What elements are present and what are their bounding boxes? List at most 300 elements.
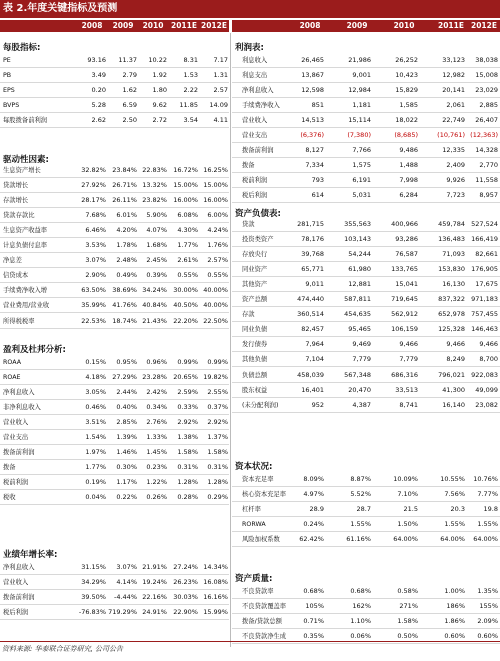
- cell-value: 1.28%: [177, 478, 198, 487]
- row-label: 风险加权系数: [242, 536, 280, 544]
- cell-value: 9,486: [399, 146, 418, 155]
- cell-value: 22.20%: [173, 316, 198, 325]
- cell-value: 33,513: [395, 385, 418, 394]
- left-section-title: 每股指标:: [3, 43, 41, 53]
- row-label: 税前利润: [242, 177, 268, 185]
- cell-value: 41.76%: [112, 301, 137, 310]
- right-year-0: 2008: [299, 21, 321, 30]
- cell-value: 0.58%: [397, 587, 418, 595]
- row-label: 贷款: [242, 221, 255, 228]
- cell-value: 2.59%: [177, 388, 198, 397]
- row-label: ROAA: [3, 359, 22, 366]
- cell-value: 12,984: [348, 86, 371, 95]
- cell-value: 2.79: [122, 71, 137, 80]
- cell-value: 71,093: [442, 250, 465, 259]
- row-label: 手续费净收入: [242, 102, 280, 110]
- right-year-2: 2010: [393, 21, 415, 30]
- cell-value: 3.53%: [85, 241, 106, 250]
- table-row: [0, 560, 229, 575]
- cell-value: 33,123: [442, 56, 465, 64]
- cell-value: 1.55%: [477, 520, 498, 529]
- cell-value: 1.22%: [146, 478, 167, 487]
- cell-value: 2,770: [479, 161, 498, 170]
- cell-value: 1,575: [352, 161, 371, 170]
- row-label: 生息资产收益率: [3, 227, 48, 235]
- cell-value: 7,964: [305, 340, 324, 349]
- source-note: 资料来源: 华泰联合证券研究, 公司公告: [2, 645, 124, 653]
- table-row: [0, 238, 229, 253]
- row-label: 杠杆率: [242, 506, 261, 514]
- cell-value: 1.62: [122, 86, 137, 95]
- cell-value: 652,978: [438, 310, 465, 319]
- cell-value: 719,645: [391, 295, 418, 304]
- row-label: 生息资产增长: [3, 167, 41, 174]
- cell-value: 2.90%: [85, 271, 106, 280]
- cell-value: 9,001: [352, 71, 371, 80]
- left-year-1: 2009: [112, 21, 134, 30]
- cell-value: 2,061: [446, 101, 465, 110]
- cell-value: 1.38%: [177, 433, 198, 442]
- cell-value: 9,469: [352, 340, 371, 349]
- cell-value: 271%: [399, 602, 418, 611]
- row-label: 核心资本充足率: [242, 491, 287, 499]
- cell-value: 10.09%: [393, 475, 418, 483]
- cell-value: 4.07%: [146, 226, 167, 235]
- cell-value: 16.72%: [173, 166, 198, 174]
- cell-value: 153,830: [438, 265, 465, 274]
- cell-value: 8,741: [399, 400, 418, 409]
- cell-value: 9,466: [399, 340, 418, 349]
- cell-value: 40.84%: [142, 301, 167, 310]
- cell-value: 1.92: [152, 71, 167, 80]
- cell-value: 793: [311, 176, 324, 185]
- table-row: [0, 490, 229, 505]
- cell-value: 22.83%: [142, 166, 167, 174]
- cell-value: 2.92%: [207, 418, 228, 427]
- cell-value: 10.55%: [440, 475, 465, 483]
- cell-value: -4.44%: [114, 593, 137, 602]
- cell-value: 49,099: [475, 385, 498, 394]
- cell-value: 2.76%: [146, 418, 167, 427]
- row-label: RORWA: [242, 521, 266, 529]
- left-section-title: 驱动性因素:: [3, 155, 49, 165]
- cell-value: 20,470: [348, 385, 371, 394]
- cell-value: 1.31: [213, 71, 228, 80]
- cell-value: 61,980: [348, 265, 371, 274]
- cell-value: 0.06%: [350, 632, 371, 641]
- cell-value: 18,022: [395, 116, 418, 125]
- cell-value: 15,829: [395, 86, 418, 95]
- cell-value: 16.00%: [173, 196, 198, 205]
- cell-value: 1.80: [152, 86, 167, 95]
- table-row: [232, 232, 500, 247]
- left-year-header: [0, 20, 229, 32]
- cell-value: 1.77%: [85, 463, 106, 472]
- cell-value: 2.92%: [177, 418, 198, 427]
- table-row: [0, 193, 229, 208]
- cell-value: 26.23%: [173, 578, 198, 587]
- cell-value: 1,585: [399, 101, 418, 110]
- cell-value: 5,031: [352, 191, 371, 200]
- left-section-title: 业绩年增长率:: [3, 550, 58, 560]
- table-row: [232, 262, 500, 277]
- cell-value: 16,140: [442, 400, 465, 409]
- cell-value: 6.59: [122, 101, 137, 110]
- cell-value: 0.99%: [177, 358, 198, 366]
- row-label: 拨备: [3, 464, 16, 472]
- row-label: 计息负债付息率: [3, 242, 48, 250]
- cell-value: 0.95%: [116, 358, 137, 366]
- table-row: [0, 400, 229, 415]
- cell-value: 28.7: [356, 505, 371, 514]
- cell-value: 796,021: [438, 370, 465, 379]
- cell-value: 3.49: [91, 71, 106, 80]
- table-row: [232, 98, 500, 113]
- right-section-title: 利润表:: [235, 43, 264, 53]
- row-label: 营业支出: [3, 434, 29, 442]
- cell-value: 13,867: [301, 71, 324, 80]
- right-year-3: 2011E: [438, 21, 464, 30]
- row-label: 净利息收入: [3, 389, 35, 397]
- cell-value: 5.52%: [350, 490, 371, 499]
- cell-value: 22.53%: [81, 316, 106, 325]
- cell-value: 4.30%: [177, 226, 198, 235]
- table-row: [232, 502, 500, 517]
- cell-value: 8.09%: [303, 475, 324, 483]
- cell-value: 614: [311, 191, 324, 200]
- table-row: [0, 590, 229, 605]
- cell-value: 133,765: [391, 265, 418, 274]
- cell-value: 16.16%: [203, 593, 228, 602]
- cell-value: 40.00%: [203, 301, 228, 310]
- cell-value: 34.29%: [81, 578, 106, 587]
- row-label: 净利息收入: [242, 87, 274, 95]
- cell-value: 4.14%: [116, 578, 137, 587]
- cell-value: 2.42%: [146, 388, 167, 397]
- cell-value: 1.54%: [85, 433, 106, 442]
- cell-value: 12,598: [301, 86, 324, 95]
- row-label: 资本充足率: [242, 476, 274, 483]
- cell-value: 39,768: [301, 250, 324, 259]
- cell-value: 0.04%: [85, 493, 106, 502]
- cell-value: 2.09%: [477, 617, 498, 626]
- cell-value: 7,334: [305, 161, 324, 170]
- row-label: 同业资产: [242, 266, 268, 274]
- cell-value: 1.45%: [146, 448, 167, 457]
- row-label: 贷款增长: [3, 182, 29, 190]
- cell-value: 458,039: [297, 370, 324, 379]
- cell-value: 0.26%: [146, 493, 167, 502]
- cell-value: 0.31%: [177, 463, 198, 472]
- right-year-1: 2009: [346, 21, 368, 30]
- row-label: 所得税税率: [3, 317, 35, 325]
- table-row: [0, 283, 229, 298]
- cell-value: 0.50%: [397, 632, 418, 641]
- table-row: [232, 158, 500, 173]
- cell-value: 6.46%: [85, 226, 106, 235]
- cell-value: 0.71%: [303, 617, 324, 626]
- cell-value: 0.46%: [85, 403, 106, 412]
- cell-value: 22.90%: [173, 608, 198, 617]
- cell-value: 176,905: [471, 265, 498, 274]
- cell-value: 9,466: [479, 340, 498, 349]
- table-row: [0, 53, 229, 68]
- cell-value: 11,558: [475, 176, 498, 185]
- cell-value: 0.37%: [207, 403, 228, 412]
- cell-value: 16.00%: [203, 196, 228, 205]
- cell-value: 32.82%: [81, 166, 106, 174]
- row-label: 税收: [3, 494, 16, 502]
- cell-value: 136,483: [438, 235, 465, 244]
- cell-value: 12,881: [348, 280, 371, 289]
- cell-value: 8.87%: [350, 475, 371, 483]
- cell-value: 355,563: [344, 220, 371, 228]
- cell-value: 8,700: [479, 355, 498, 364]
- table-row: [232, 83, 500, 98]
- cell-value: 22.16%: [142, 593, 167, 602]
- cell-value: 8,957: [479, 191, 498, 200]
- table-row: [232, 188, 500, 203]
- cell-value: 155%: [479, 602, 498, 611]
- cell-value: 1.58%: [207, 448, 228, 457]
- table-row: [232, 68, 500, 83]
- cell-value: 1.37%: [207, 433, 228, 442]
- cell-value: 2,885: [479, 101, 498, 110]
- table-row: [0, 430, 229, 445]
- cell-value: 5.90%: [146, 211, 167, 220]
- cell-value: 0.23%: [146, 463, 167, 472]
- table-row: [0, 98, 229, 113]
- cell-value: 19.8: [483, 505, 498, 514]
- cell-value: 0.19%: [85, 478, 106, 487]
- cell-value: 186%: [446, 602, 465, 611]
- cell-value: 22,749: [442, 116, 465, 125]
- cell-value: 4.18%: [85, 373, 106, 382]
- cell-value: 1.39%: [116, 433, 137, 442]
- cell-value: 27.29%: [112, 373, 137, 382]
- cell-value: 1,181: [352, 101, 371, 110]
- cell-value: 162%: [352, 602, 371, 611]
- cell-value: 105%: [305, 602, 324, 611]
- cell-value: 10,423: [395, 71, 418, 80]
- cell-value: 15,041: [395, 280, 418, 289]
- cell-value: 166,419: [471, 235, 498, 244]
- cell-value: 719.29%: [108, 608, 137, 617]
- cell-value: 1.35%: [477, 587, 498, 595]
- cell-value: 23.28%: [142, 373, 167, 382]
- table-row: [0, 223, 229, 238]
- table-row: [232, 217, 500, 232]
- cell-value: 0.99%: [207, 358, 228, 366]
- cell-value: 1.97%: [85, 448, 106, 457]
- cell-value: 0.30%: [116, 463, 137, 472]
- row-label: 营业费用/营业收: [3, 302, 50, 310]
- cell-value: 3.07%: [85, 256, 106, 265]
- cell-value: 7.68%: [85, 211, 106, 220]
- cell-value: 13.32%: [142, 181, 167, 190]
- row-label: 拨备前利润: [3, 594, 35, 602]
- cell-value: 7,779: [399, 355, 418, 364]
- table-row: [232, 398, 500, 413]
- cell-value: 0.28%: [177, 493, 198, 502]
- left-year-0: 2008: [81, 21, 103, 30]
- cell-value: 587,811: [344, 295, 371, 304]
- cell-value: 837,322: [438, 295, 465, 304]
- cell-value: 21.5: [403, 505, 418, 514]
- cell-value: 15,008: [475, 71, 498, 80]
- cell-value: (6,376): [300, 131, 324, 140]
- cell-value: 971,183: [471, 295, 498, 304]
- cell-value: 1.58%: [177, 448, 198, 457]
- table-row: [0, 68, 229, 83]
- cell-value: 64.00%: [473, 535, 498, 544]
- cell-value: 24.91%: [142, 608, 167, 617]
- cell-value: 0.55%: [207, 271, 228, 280]
- cell-value: 9.62: [152, 101, 167, 110]
- row-label: 非净利息收入: [3, 404, 41, 412]
- cell-value: 40.50%: [173, 301, 198, 310]
- cell-value: 0.33%: [177, 403, 198, 412]
- table-row: [232, 337, 500, 352]
- table-row: [232, 173, 500, 188]
- cell-value: 6.00%: [207, 211, 228, 220]
- row-label: 发行债券: [242, 341, 268, 349]
- cell-value: 6.01%: [116, 211, 137, 220]
- cell-value: 9,466: [446, 340, 465, 349]
- table-row: [0, 605, 229, 620]
- row-label: EPS: [3, 87, 15, 95]
- cell-value: (7,380): [347, 131, 371, 140]
- cell-value: 106,159: [391, 325, 418, 334]
- cell-value: 15.00%: [203, 181, 228, 190]
- cell-value: 851: [311, 101, 324, 110]
- table-row: [0, 355, 229, 370]
- table-row: [232, 113, 500, 128]
- table-row: [0, 475, 229, 490]
- cell-value: 93,286: [395, 235, 418, 244]
- row-label: BVPS: [3, 102, 20, 110]
- cell-value: 459,784: [438, 220, 465, 228]
- cell-value: 4.97%: [303, 490, 324, 499]
- cell-value: 95,465: [348, 325, 371, 334]
- cell-value: 6,284: [399, 191, 418, 200]
- table-row: [232, 532, 500, 547]
- right-year-header: [232, 20, 500, 32]
- cell-value: 7,104: [305, 355, 324, 364]
- cell-value: 686,316: [391, 370, 418, 379]
- cell-value: 103,143: [344, 235, 371, 244]
- cell-value: 922,083: [471, 370, 498, 379]
- cell-value: 0.15%: [85, 358, 106, 366]
- cell-value: 454,635: [344, 310, 371, 319]
- cell-value: 21,986: [348, 56, 371, 64]
- cell-value: 14.34%: [203, 563, 228, 571]
- cell-value: 1.86%: [444, 617, 465, 626]
- cell-value: 0.40%: [116, 403, 137, 412]
- table-row: [0, 385, 229, 400]
- row-label: 税前利润: [3, 479, 29, 487]
- cell-value: 1.50%: [397, 520, 418, 529]
- cell-value: 2.48%: [116, 256, 137, 265]
- table-row: [232, 247, 500, 262]
- cell-value: 0.96%: [146, 358, 167, 366]
- cell-value: 1.55%: [350, 520, 371, 529]
- cell-value: 0.35%: [303, 632, 324, 641]
- cell-value: 0.55%: [177, 271, 198, 280]
- cell-value: 0.49%: [116, 271, 137, 280]
- cell-value: 9,011: [305, 280, 324, 289]
- cell-value: 40.00%: [203, 286, 228, 295]
- cell-value: 567,348: [344, 370, 371, 379]
- cell-value: 28.17%: [81, 196, 106, 205]
- table-row: [0, 460, 229, 475]
- cell-value: 2,409: [446, 161, 465, 170]
- cell-value: 16,130: [442, 280, 465, 289]
- cell-value: 1.76%: [207, 241, 228, 250]
- table-row: [0, 575, 229, 590]
- cell-value: 0.68%: [303, 587, 324, 595]
- table-row: [232, 599, 500, 614]
- row-label: (未分配利润): [242, 401, 279, 409]
- cell-value: 20.65%: [173, 373, 198, 382]
- row-label: 营业支出: [242, 132, 268, 140]
- cell-value: 2.50: [122, 116, 137, 125]
- right-section-title: 资本状况:: [235, 462, 273, 472]
- cell-value: 7,723: [446, 191, 465, 200]
- cell-value: 16.25%: [203, 166, 228, 174]
- cell-value: 1.58%: [397, 617, 418, 626]
- cell-value: 281,715: [297, 220, 324, 228]
- cell-value: 5.28: [91, 101, 106, 110]
- table-title: 表 2.年度关键指标及预测: [0, 0, 500, 18]
- cell-value: 15.99%: [203, 608, 228, 617]
- row-label: 营业收入: [3, 419, 29, 427]
- left-year-4: 2012E: [201, 21, 227, 30]
- cell-value: 7.10%: [397, 490, 418, 499]
- cell-value: 4.24%: [207, 226, 228, 235]
- cell-value: 21.43%: [142, 316, 167, 325]
- cell-value: 26,407: [475, 116, 498, 125]
- cell-value: 10.22: [148, 56, 167, 64]
- cell-value: 0.60%: [444, 632, 465, 641]
- cell-value: 1.00%: [444, 587, 465, 595]
- row-label: 其他负债: [242, 356, 268, 364]
- row-label: 不良贷款净生成: [242, 633, 287, 641]
- cell-value: 17,675: [475, 280, 498, 289]
- cell-value: 7,998: [399, 176, 418, 185]
- cell-value: 0.29%: [207, 493, 228, 502]
- cell-value: 63.50%: [81, 286, 106, 295]
- cell-value: 0.24%: [303, 520, 324, 529]
- cell-value: 952: [311, 400, 324, 409]
- cell-value: 64.00%: [440, 535, 465, 544]
- row-label: 拨备: [242, 162, 255, 170]
- cell-value: 4,387: [352, 400, 371, 409]
- cell-value: 562,912: [391, 310, 418, 319]
- cell-value: 16.08%: [203, 578, 228, 587]
- cell-value: 146,463: [471, 325, 498, 334]
- cell-value: 78,176: [301, 235, 324, 244]
- cell-value: 1,488: [399, 161, 418, 170]
- cell-value: 1.46%: [116, 448, 137, 457]
- row-label: 存款增长: [3, 197, 29, 205]
- row-label: 手续费净收入增: [3, 287, 48, 295]
- cell-value: 30.00%: [173, 286, 198, 295]
- row-label: 拨备/贷款总额: [242, 618, 282, 626]
- row-label: ROAE: [3, 374, 21, 382]
- row-label: 信贷成本: [3, 272, 29, 280]
- cell-value: 82,457: [301, 325, 324, 334]
